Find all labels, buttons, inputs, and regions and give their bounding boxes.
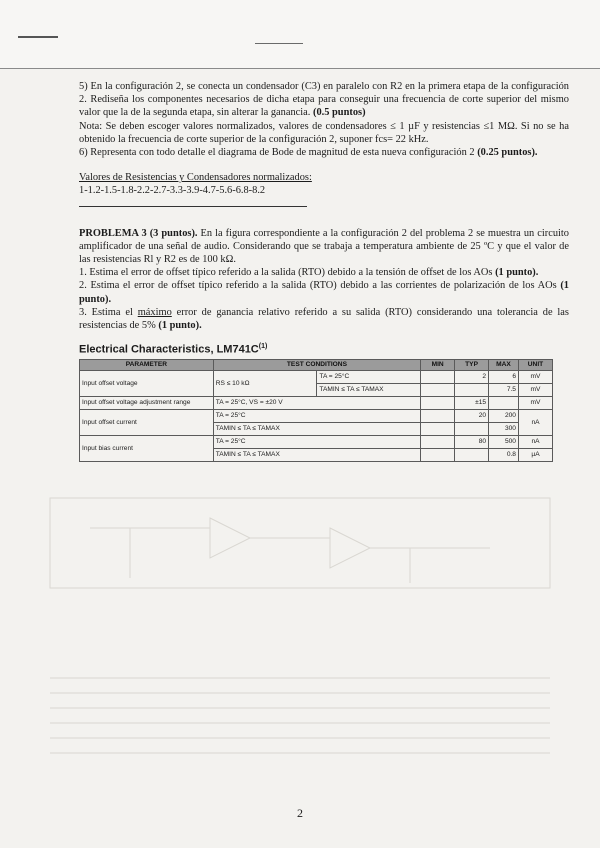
spec-table-title-text: Electrical Characteristics, LM741C — [79, 343, 259, 356]
question-6 — [79, 146, 569, 159]
normalized-values: 1-1.2-1.5-1.8-2.2-2.7-3.3-3.9-4.7-5.6-6.8-8.2 — [79, 185, 266, 197]
max-cell — [489, 397, 519, 410]
param-input-offset-current: Input offset current — [80, 410, 214, 436]
problem-3-q1-points: (1 punto). — [495, 267, 539, 279]
typ-cell — [455, 423, 489, 436]
max-cell: 0.8 — [489, 449, 519, 462]
problem-3-q3-points: (1 punto). — [158, 320, 202, 332]
problem-3-q2 — [79, 279, 569, 305]
header-test-conditions: TEST CONDITIONS — [213, 360, 420, 371]
header-typ: TYP — [455, 360, 489, 371]
unit-cell: nA — [518, 436, 552, 449]
question-6-text: 6) Representa con todo detalle el diagrama de Bode de magnitud de esta nueva configuración 2 — [79, 147, 475, 159]
unit-cell: mV — [518, 371, 552, 384]
problem-3-q3-text-a: 3. Estima el — [79, 306, 133, 318]
table-row — [80, 397, 553, 410]
unit-cell: mV — [518, 397, 552, 410]
scan-artifact-line — [18, 36, 58, 38]
spec-table — [79, 359, 553, 462]
min-cell — [421, 449, 455, 462]
problem-3-q2-points: (1 punto). — [79, 280, 569, 305]
scan-header-band — [0, 0, 600, 68]
cond-tamin: TAMIN ≤ TA ≤ TAMAX — [213, 423, 420, 436]
max-cell: 7.5 — [489, 384, 519, 397]
typ-cell: ±15 — [455, 397, 489, 410]
scan-artifact-line — [255, 43, 303, 44]
max-cell: 6 — [489, 371, 519, 384]
header-max: MAX — [489, 360, 519, 371]
typ-cell: 20 — [455, 410, 489, 423]
cond-ta25: TA = 25°C — [213, 410, 420, 423]
table-row — [80, 410, 553, 423]
min-cell — [421, 384, 455, 397]
problem-3-q3 — [79, 306, 569, 332]
header-unit: UNIT — [518, 360, 552, 371]
unit-cell: µA — [518, 449, 552, 462]
param-offset-adjust: Input offset voltage adjustment range — [80, 397, 214, 410]
min-cell — [421, 397, 455, 410]
problem-3-intro — [79, 227, 569, 267]
problem-3-q3-text-b: error de ganancia relativo referido a su salida (RTO) considerando una tolerancia de las resistencias de 5% — [79, 306, 569, 332]
cond-ta-vs: TA = 25°C, VS = ±20 V — [213, 397, 420, 410]
problem-3-heading: PROBLEMA 3 (3 puntos). — [79, 227, 198, 239]
question-5-points: (0.5 puntos) — [312, 107, 366, 119]
header-parameter: PARAMETER — [80, 360, 214, 371]
scan-artifact-line — [0, 68, 600, 69]
min-cell — [421, 371, 455, 384]
typ-cell: 2 — [455, 371, 489, 384]
cond-ta25: TA = 25°C — [213, 436, 420, 449]
typ-cell: 80 — [455, 436, 489, 449]
cond-rs: RS ≤ 10 kΩ — [213, 371, 317, 397]
cond-tamin: TAMIN ≤ TA ≤ TAMAX — [213, 449, 420, 462]
max-cell: 500 — [489, 436, 519, 449]
normalized-values-title: Valores de Resistencias y Condensadores normalizados: — [79, 172, 312, 184]
bleed-through-circuit — [30, 488, 570, 788]
header-min: MIN — [421, 360, 455, 371]
max-cell: 200 — [489, 410, 519, 423]
cond-tamin: TAMIN ≤ TA ≤ TAMAX — [317, 384, 421, 397]
problem-3-q1-text: 1. Estima el error de offset típico referido a la salida (RTO) debido a la tensión de offset de los AOs — [79, 267, 493, 279]
typ-cell — [455, 384, 489, 397]
table-row — [80, 436, 553, 449]
problem-3-q1 — [79, 266, 569, 279]
param-input-offset-voltage: Input offset voltage — [80, 371, 214, 397]
spec-table-title-sup: (1) — [258, 343, 268, 351]
exam-content — [79, 80, 569, 462]
param-input-bias-current: Input bias current — [80, 436, 214, 462]
question-5 — [79, 80, 569, 120]
unit-cell: mV — [518, 384, 552, 397]
problem-3-q3-emph: máximo — [137, 306, 172, 318]
problem-3-q2-text: 2. Estima el error de offset típico referido a la salida (RTO) debido a las corrientes de polarización de los AOs — [79, 280, 557, 292]
spec-table-header — [80, 360, 553, 371]
spec-table-title — [79, 340, 569, 357]
cond-ta25: TA = 25°C — [317, 371, 421, 384]
nota: Nota: Se deben escoger valores normalizados, valores de condensadores ≤ 1 µF y resistencias ≤1 MΩ. Si no se ha obtenido la frecuencia de corte superior de la configuración 2, suponer fcs= 22 kHz. — [79, 120, 569, 145]
problem-3-text: En la figura correspondiente a la configuración 2 del problema 2 se muestra un circuito amplificador de una señal de audio. Considerando que se trabaja a temperatura ambiente de 25 ºC y que el valor de las resistencias Rl y R2 es de 100 kΩ. — [79, 227, 569, 266]
min-cell — [421, 410, 455, 423]
typ-cell — [455, 449, 489, 462]
question-5-text: 5) En la configuración 2, se conecta un condensador (C3) en paralelo con R2 en la primera etapa de la configuración 2. Rediseña los componentes necesarios de dicha etapa para conseguir una frecuencia de corte superior del mismo valor que la de la segunda etapa, sin alterar la ganancia. — [79, 81, 569, 119]
page-number: 2 — [297, 806, 303, 820]
min-cell — [421, 423, 455, 436]
question-6-points: (0.25 puntos). — [477, 147, 538, 159]
unit-cell: nA — [518, 410, 552, 436]
table-row — [80, 371, 553, 384]
min-cell — [421, 436, 455, 449]
max-cell: 300 — [489, 423, 519, 436]
